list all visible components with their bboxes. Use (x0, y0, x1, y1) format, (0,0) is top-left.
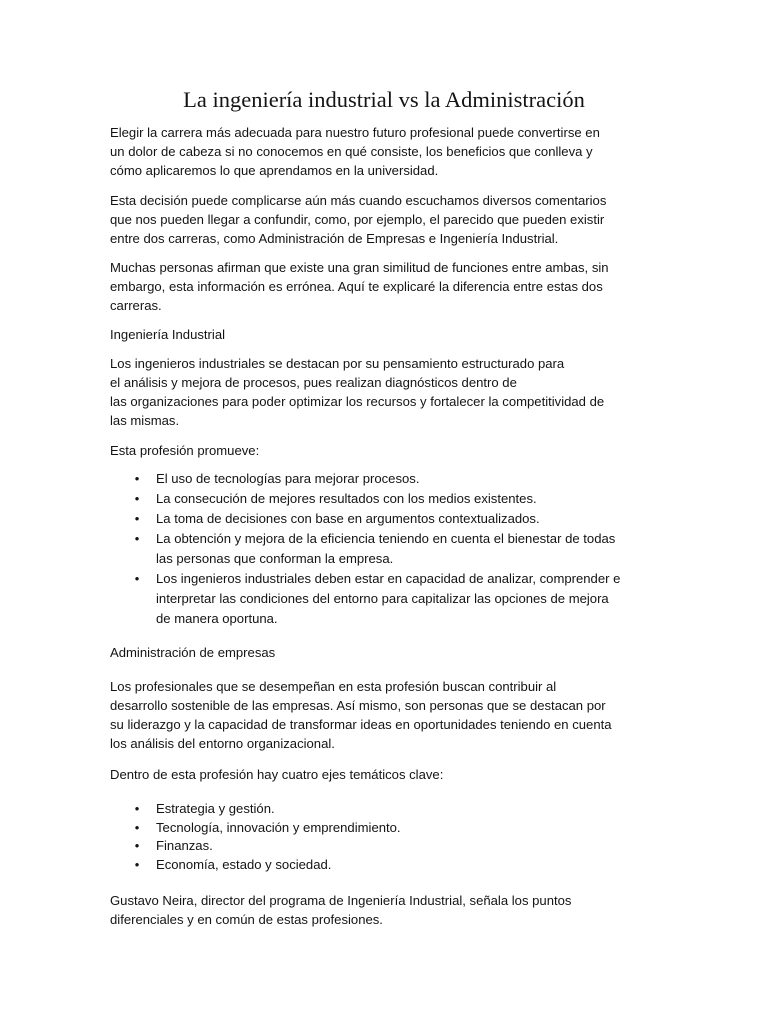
administracion-list (110, 800, 658, 874)
section-heading-ingenieria: Ingeniería Industrial (110, 327, 226, 342)
list-item (110, 837, 658, 856)
similarity-paragraph (110, 258, 658, 315)
text-line: La obtención y mejora de la eficiencia teniendo en cuenta el bienestar de todas (156, 531, 616, 546)
text-line: Los profesionales que se desempeñan en esta profesión buscan contribuir al (110, 679, 557, 694)
text-line: embargo, esta información es errónea. Aquí te explicaré la diferencia entre estas dos (110, 279, 603, 294)
list-item (110, 469, 658, 489)
text-line: su liderazgo y la capacidad de transformar ideas en oportunidades teniendo en cuenta (110, 717, 612, 732)
text-line: Los ingenieros industriales deben estar en capacidad de analizar, comprender e (156, 571, 621, 586)
ingenieria-list (110, 469, 658, 629)
text-line: un dolor de cabeza si no conocemos en qué consiste, los beneficios que conlleva y (110, 144, 593, 159)
administracion-paragraph (110, 677, 658, 753)
intro-paragraph (110, 123, 658, 180)
decision-paragraph (110, 191, 658, 248)
bullet-icon: • (134, 531, 140, 546)
list-item (110, 569, 658, 629)
text-line: las personas que conforman la empresa. (156, 551, 394, 566)
list-item (110, 489, 658, 509)
list-item (110, 819, 658, 838)
text-line: Gustavo Neira, director del programa de Ingeniería Industrial, señala los puntos (110, 893, 572, 908)
ingenieria-paragraph (110, 354, 658, 430)
list-item (110, 856, 658, 875)
text-line: Tecnología, innovación y emprendimiento. (156, 819, 401, 835)
text-line: diferenciales y en común de estas profesiones. (110, 912, 383, 927)
text-line: cómo aplicaremos lo que aprendamos en la universidad. (110, 163, 439, 178)
text-line: Finanzas. (156, 838, 213, 853)
text-line: entre dos carreras, como Administración de Empresas e Ingeniería Industrial. (110, 231, 559, 246)
text-line: La consecución de mejores resultados con los medios existentes. (156, 491, 537, 506)
bullet-icon: • (134, 571, 140, 586)
text-line: Muchas personas afirman que existe una gran similitud de funciones entre ambas, sin (110, 260, 609, 275)
bullet-icon: • (134, 856, 140, 872)
list-item (110, 509, 658, 529)
text-line: que nos pueden llegar a confundir, como, por ejemplo, el parecido que pueden existir (110, 212, 605, 227)
text-line: las mismas. (110, 413, 180, 428)
bullet-icon: • (134, 801, 140, 816)
text-line: Elegir la carrera más adecuada para nuestro futuro profesional puede convertirse en (110, 125, 600, 140)
text-line: La toma de decisiones con base en argumentos contextualizados. (156, 511, 540, 526)
section-heading-administracion: Administración de empresas (110, 645, 276, 660)
text-line: Economía, estado y sociedad. (156, 856, 332, 872)
bullet-icon: • (134, 471, 140, 486)
text-line: Los ingenieros industriales se destacan por su pensamiento estructurado para (110, 356, 565, 371)
text-line: Esta decisión puede complicarse aún más cuando escuchamos diversos comentarios (110, 193, 607, 208)
list-item (110, 529, 658, 569)
text-line: Estrategia y gestión. (156, 801, 275, 816)
text-line: de manera oportuna. (156, 611, 278, 626)
text-line: el análisis y mejora de procesos, pues realizan diagnósticos dentro de (110, 375, 517, 390)
bullet-icon: • (134, 491, 140, 506)
closing-paragraph (110, 891, 658, 929)
text-line: El uso de tecnologías para mejorar procesos. (156, 471, 420, 486)
text-line: carreras. (110, 298, 162, 313)
text-line: desarrollo sostenible de las empresas. Así mismo, son personas que se destacan por (110, 698, 606, 713)
document-title: La ingeniería industrial vs la Administración (183, 87, 585, 112)
text-line: las organizaciones para poder optimizar los recursos y fortalecer la competitividad de (110, 394, 605, 409)
text-line: interpretar las condiciones del entorno para capitalizar las opciones de mejora (156, 591, 609, 606)
promueve-label: Esta profesión promueve: (110, 443, 260, 458)
text-line: los análisis del entorno organizacional. (110, 736, 335, 751)
ejes-label: Dentro de esta profesión hay cuatro ejes temáticos clave: (110, 767, 444, 782)
bullet-icon: • (134, 838, 140, 853)
list-item (110, 800, 658, 819)
bullet-icon: • (134, 511, 140, 526)
bullet-icon: • (134, 819, 140, 835)
